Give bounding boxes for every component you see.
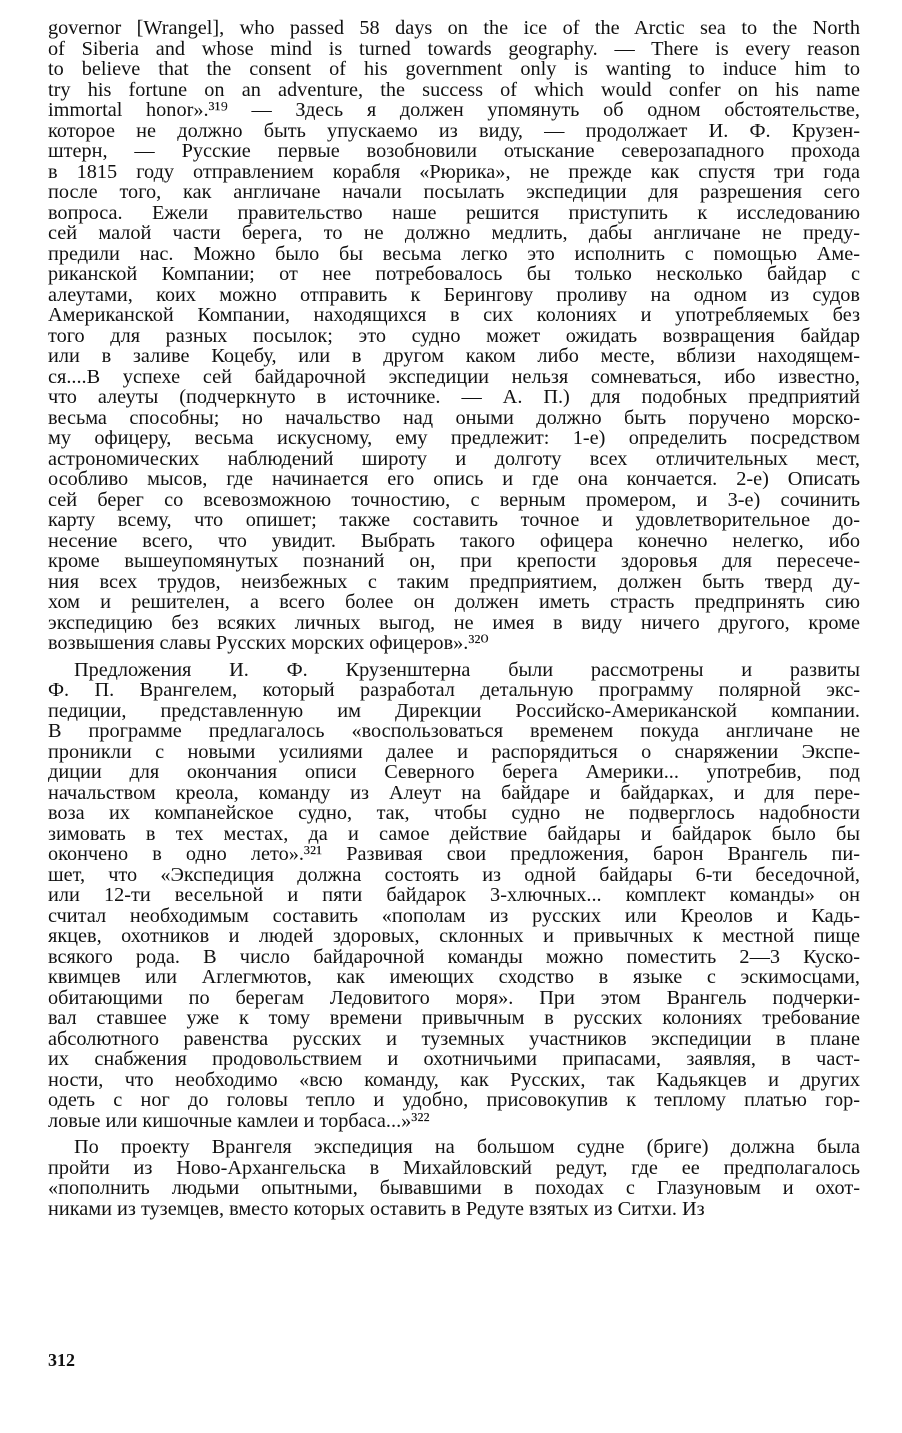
text-line: считал необходимым составить «пополам из русских или Креолов и Кадь- xyxy=(48,904,860,927)
text-line: ности, что необходимо «всю команду, как Русских, так Кадьякцев и других xyxy=(48,1068,860,1091)
text-line: окончено в одно лето».³²¹ Развивая свои предложения, барон Врангель пи- xyxy=(48,843,860,865)
text-line: которое не должно быть упускаемо из виду, — продолжает И. Ф. Крузен- xyxy=(48,119,860,142)
text-line: хом и решителен, а всего более он должен иметь страсть предпринять сию xyxy=(48,591,860,613)
text-line: кроме вышеупомянутых познаний он, при крепости здоровья для пересече- xyxy=(48,550,860,572)
text-line: особливо мысов, где начинается его опись и где она кончается. 2-е) Описать xyxy=(48,468,860,490)
text-line: Ф. П. Врангелем, который разработал детальную программу полярной экс- xyxy=(48,679,860,701)
text-line: Предложения И. Ф. Крузенштерна были рассмотрены и развиты xyxy=(74,658,860,681)
text-line: или в заливе Коцебу, или в другом каком либо месте, вблизи находящем- xyxy=(48,345,860,367)
page-number: 312 xyxy=(48,1350,75,1370)
text-line: пройти из Ново-Архангельска в Михайловский редут, где ее предполагалось xyxy=(48,1156,860,1179)
text-line: диции для окончания описи Северного берега Америки... употребив, под xyxy=(48,761,860,783)
text-line: в 1815 году отправлением корабля «Рюрика», не прежде как спустя три года xyxy=(48,160,860,183)
body-text xyxy=(48,18,860,1219)
text-line: возвышения славы Русских морских офицеров».³²⁰ xyxy=(48,632,489,654)
text-line: По проекту Врангеля экспедиция на большом судне (бриге) должна была xyxy=(74,1136,860,1158)
text-line: ловые или кишочные камлеи и торбаса...»³²² xyxy=(48,1109,430,1132)
text-line: начальством креола, команду из Алеут на байдаре и байдарках, и для пере- xyxy=(48,781,860,804)
text-line: проникли с новыми усилиями далее и распорядиться о снаряжении Экспе- xyxy=(48,740,860,763)
text-line: В программе предлагалось «воспользоваться временем покуда англичане не xyxy=(48,720,860,742)
text-line: сей берег со всевозможною точностию, с верным промером, и 3-е) сочинить xyxy=(48,488,860,511)
text-line: после того, как англичане начали посылать экспедиции для разрешения сего xyxy=(48,181,860,203)
text-line: якцев, охотников и людей здоровых, склонных и привычных к местной пище xyxy=(48,925,860,947)
text-line: квимцев или Аглегмютов, как имеющих сходство в языке с эскимосцами, xyxy=(48,966,860,988)
text-line: шет, что «Экспедиция должна состоять из одной байдары 6-ти беседочной, xyxy=(48,863,860,886)
text-line: экспедицию без всяких личных выгод, не имея в виду ничего другого, кроме xyxy=(48,611,860,634)
text-line: их снабжения продовольствием и охотничьими припасами, заявляя, в част- xyxy=(48,1048,860,1070)
paragraph-3 xyxy=(48,1137,860,1219)
text-line: му офицеру, весьма искусному, ему предлежит: 1-е) определить посредством xyxy=(48,427,860,449)
text-line: «пополнить людьми опытными, бывавшими в походах с Глазуновым и охот- xyxy=(48,1177,860,1199)
text-line: ся....В успехе сей байдарочной экспедиции нельзя сомневаться, ибо известно, xyxy=(48,365,860,388)
paragraph-1 xyxy=(48,18,860,654)
text-line: воза их компанейское судно, так, чтобы судно не подверглось надобности xyxy=(48,802,860,824)
text-line: что алеуты (подчеркнуто в источнике. — А. П.) для подобных предприятий xyxy=(48,386,860,408)
text-line: try his fortune on an adventure, the success of which would confer on his name xyxy=(48,78,860,101)
text-line: педиции, представленную им Дирекции Российско-Американской компании. xyxy=(48,699,860,722)
text-line: никами из туземцев, вместо которых оставить в Редуте взятых из Ситхи. Из xyxy=(48,1197,705,1220)
text-line: governor [Wrangel], who passed 58 days on the ice of the Arctic sea to the North xyxy=(48,17,860,39)
text-line: того для разных посылок; это судно может ожидать возвращения байдар xyxy=(48,324,860,347)
text-line: несение всего, что увидит. Выбрать такого офицера конечно нелегко, ибо xyxy=(48,529,860,552)
text-line: to believe that the consent of his government only is wanting to induce him to xyxy=(48,58,860,80)
paragraph-2 xyxy=(48,660,860,1132)
text-line: одеть с ног до головы тепло и удобно, присовокупив к теплому платью гор- xyxy=(48,1089,860,1111)
text-line: карту всему, что опишет; также составить точное и удовлетворительное до- xyxy=(48,509,860,531)
text-line: вопроса. Ежели правительство наше решится приступить к исследованию xyxy=(48,201,860,224)
text-line: алеутами, коих можно отправить к Берингову проливу на одном из судов xyxy=(48,283,860,306)
text-line: риканской Компании; от нее потребовалось бы только несколько байдар с xyxy=(48,263,860,285)
text-line: всякого рода. В число байдарочной команды можно поместить 2—3 Куско- xyxy=(48,945,860,968)
text-line: обитающими по берегам Ледовитого моря». При этом Врангель подчерки- xyxy=(48,986,860,1009)
text-line: астрономических наблюдений широту и долготу всех отличительных мест, xyxy=(48,447,860,470)
text-line: штерн, — Русские первые возобновили отыскание северозападного прохода xyxy=(48,140,860,162)
text-line: Американской Компании, находящихся в сих колониях и употребляемых без xyxy=(48,304,860,326)
text-line: immortal honor».³¹⁹ — Здесь я должен упомянуть об одном обстоятельстве, xyxy=(48,99,860,121)
text-line: абсолютного равенства русских и туземных участников экспедиции в плане xyxy=(48,1027,860,1050)
text-line: of Siberia and whose mind is turned towards geography. — There is every reason xyxy=(48,37,860,60)
text-line: или 12-ти весельной и пяти байдарок 3-хлючных... комплект команды» он xyxy=(48,884,860,906)
text-line: предили нас. Можно было бы весьма легко это исполнить с помощью Аме- xyxy=(48,242,860,265)
text-line: весьма способны; но начальство над оными должно быть поручено морско- xyxy=(48,406,860,429)
text-line: сей малой части берега, то не должно медлить, дабы англичане не преду- xyxy=(48,222,860,244)
text-line: зимовать в тех местах, да и самое действие байдары и байдарок было бы xyxy=(48,822,860,845)
text-line: вал ставшее уже к тому времени привычным в русских колониях требование xyxy=(48,1007,860,1029)
text-line: ния всех трудов, неизбежных с таким предприятием, должен быть тверд ду- xyxy=(48,570,860,593)
